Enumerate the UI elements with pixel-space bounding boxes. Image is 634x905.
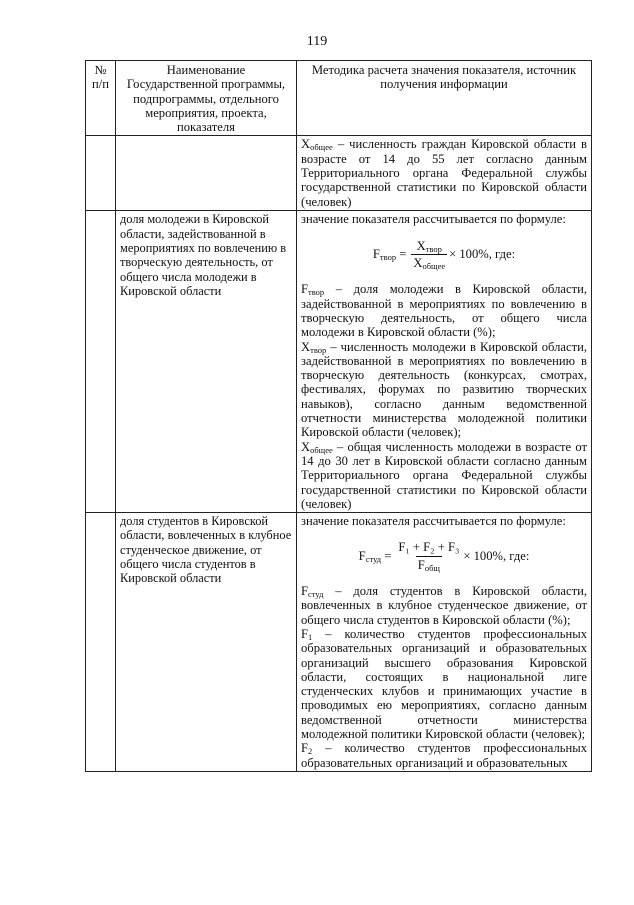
cell-method xyxy=(297,136,592,211)
cell-method xyxy=(297,513,592,772)
table-row-creative xyxy=(86,211,592,513)
definition-text: – численность граждан Кировской области в xyxy=(332,137,587,152)
formula-tail: × 100%, где: xyxy=(449,247,516,262)
definition-item: $F_{твор}$ – доля молодежи в Кировской области, задействованной в мероприятиях по вовлечению в творческую деятельность, от общего числа молодежи в Кировской области (%); xyxy=(301,282,587,340)
definition-item: $Х_{твор}$ – численность молодежи в Кировской области, задействованной в мероприятиях по вовлечению в творческую деятельность (конкурсах, смотрах, фестивалях, форумах по развитию творческих навыков), согласно данным ведомственной отчетности министерства молодежной политики Кировской области (человек); xyxy=(301,339,587,440)
formula-intro: значение показателя рассчитывается по формуле: xyxy=(301,514,566,529)
definition-text-rest: возрасте от 14 до 55 лет согласно данным Территориального органа Федеральной службы государственной статистики по Кировской области (человек) xyxy=(301,151,587,209)
table-header-row xyxy=(86,61,592,136)
header-number: № п/п xyxy=(86,61,116,136)
cell-name xyxy=(116,136,297,211)
header-method: Методика расчета значения показателя, источник получения информации xyxy=(297,61,592,136)
formula-denominator: $X_{общее}$ xyxy=(413,256,446,272)
indicator-name: доля студентов в Кировской области, вовлеченных в клубное студенческое движение, от общего числа студентов в Кировской области xyxy=(116,513,297,772)
variable-symbol: Х xyxy=(301,137,311,152)
formula-intro: значение показателя рассчитывается по формуле: xyxy=(301,212,566,227)
formula-tail: × 100%, где: xyxy=(463,549,530,564)
table-row-continuation xyxy=(86,136,592,211)
indicator-table xyxy=(85,60,592,772)
indicator-name: доля молодежи в Кировской области, задействованной в мероприятиях по вовлечению в творческую деятельность, от общего числа молодежи в Кировской области xyxy=(116,211,297,513)
formula-fraction xyxy=(396,540,461,572)
formula-numerator: $X_{твор}$ xyxy=(416,238,442,254)
definition-item: $F_{студ}$ – доля студентов в Кировской области, вовлеченных в клубное студенческое движение, от общего числа студентов в Кировской области (%); xyxy=(301,584,587,627)
cell-number xyxy=(86,136,116,211)
formula-denominator: $F_{общ}$ xyxy=(417,557,440,573)
variable-subscript: общее xyxy=(310,142,333,153)
header-name: Наименование Государственной программы, подпрограммы, отдельного мероприятия, проекта, показателя xyxy=(116,61,297,136)
formula-lhs: $F_{твор}$ = xyxy=(372,247,407,263)
formula-students xyxy=(301,540,587,572)
cell-number xyxy=(86,211,116,513)
cell-method xyxy=(297,211,592,513)
table-row-students xyxy=(86,513,592,772)
cell-number xyxy=(86,513,116,772)
definition-item: $Х_{общее}$ – общая численность молодежи в возрасте от 14 до 30 лет в Кировской области согласно данным Территориального органа Федеральной службы государственной статистики по Кировской области (человек) xyxy=(301,439,587,511)
formula-creative xyxy=(301,239,587,271)
definition-item: $F_1$ – количество студентов профессиональных образовательных организаций и образовательных организаций высшего образования Кировской области, состоящих в национальной лиге студенческих клубов и принимающих участие в проводимых ею мероприятиях, согласно данным ведомственной отчетности министерства молодежной политики Кировской области (человек); xyxy=(301,626,587,741)
definition-item: $F_2$ – количество студентов профессиональных образовательных организаций и образовательных xyxy=(301,741,587,770)
definition-line xyxy=(301,137,587,151)
formula-lhs: $F_{студ}$ = xyxy=(358,549,392,565)
formula-numerator: F₁ + F₂ + F₃ xyxy=(398,540,460,555)
formula-fraction xyxy=(411,239,447,271)
page-number: 119 xyxy=(306,34,328,49)
